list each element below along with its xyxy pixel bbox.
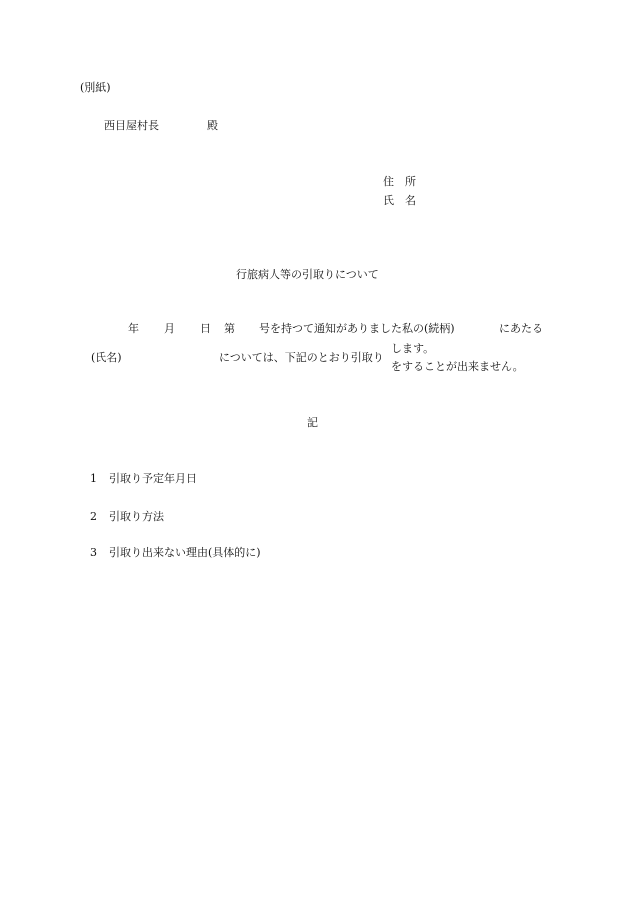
body-option-cannot: をすることが出来ません。 [391,360,524,373]
body-option-will: します。 [391,342,435,355]
body-day: 日 [200,322,211,335]
attachment-label: (別紙) [80,81,111,94]
body-year: 年 [128,322,139,335]
body-regarding: については、下記のとおり引取り [219,351,384,364]
body-month: 月 [164,322,175,335]
item-1-label: 引取り予定年月日 [109,472,197,485]
body-ni-ataru: にあたる [499,322,543,335]
addressee-honorific: 殿 [207,119,218,132]
sender-address-label: 住 所 [383,175,416,188]
item-3-number: 3 [90,546,97,559]
subject-title: 行旅病人等の引取りについて [236,268,379,281]
ki-heading: 記 [307,416,318,429]
addressee-title: 西目屋村長 [104,119,159,132]
item-1-number: 1 [90,472,97,485]
sender-name-label: 氏 名 [383,194,416,207]
item-2-label: 引取り方法 [109,510,164,523]
body-notice-text: 号を持つて通知がありました私の(続柄) [259,322,455,335]
item-3-label: 引取り出来ない理由(具体的に) [109,546,261,559]
body-dai: 第 [224,322,235,335]
body-name-label: (氏名) [91,351,122,364]
item-2-number: 2 [90,510,97,523]
